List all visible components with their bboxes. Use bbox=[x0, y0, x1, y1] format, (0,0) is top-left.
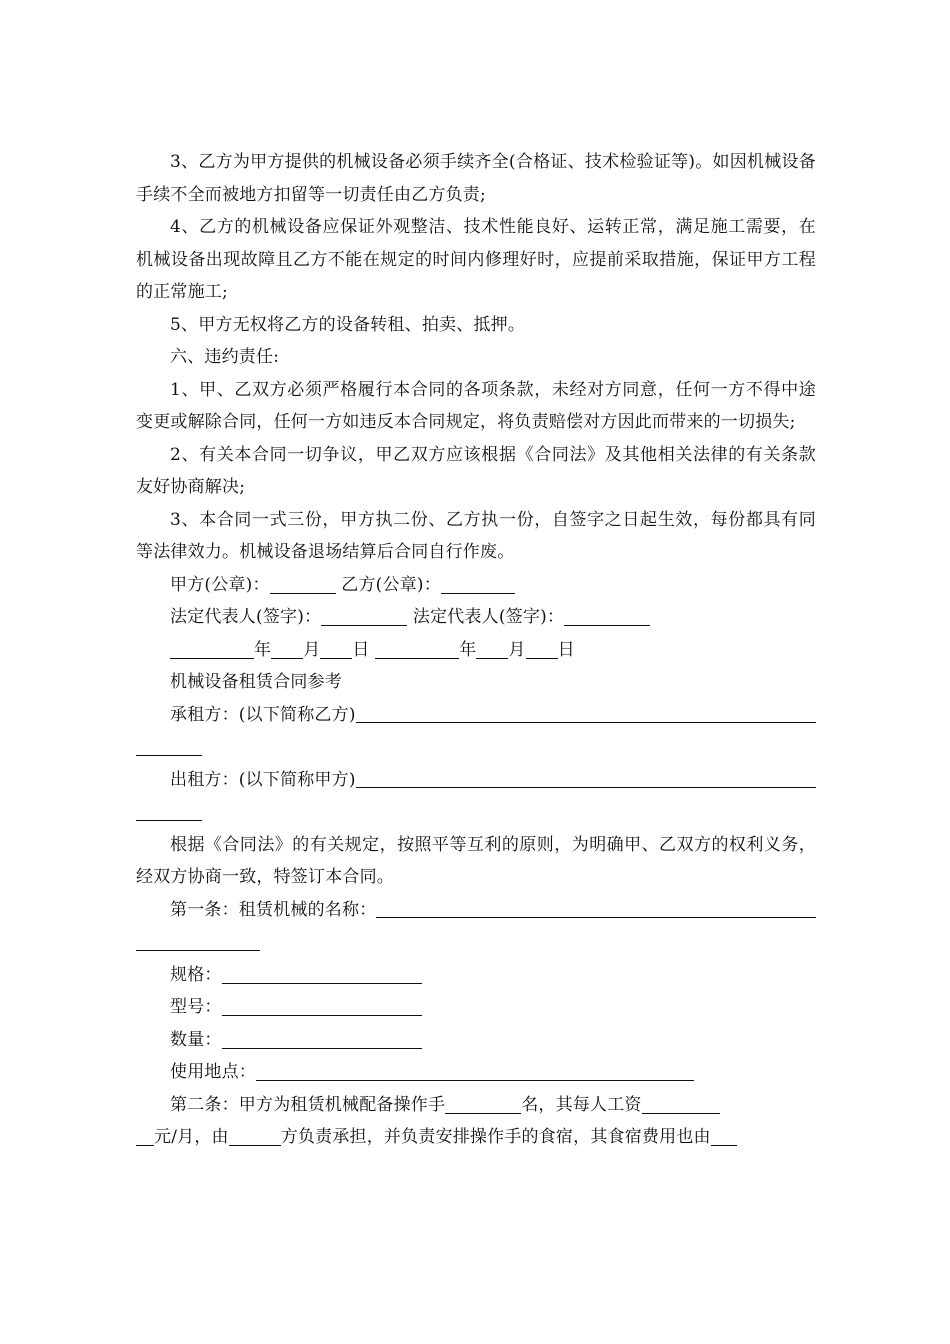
wage-blank[interactable] bbox=[642, 1096, 720, 1114]
lessee-row bbox=[136, 699, 816, 732]
document-body bbox=[136, 146, 816, 1154]
machine-name-blank[interactable] bbox=[376, 917, 816, 918]
representative-line bbox=[136, 601, 816, 634]
quantity-row bbox=[136, 1024, 816, 1057]
clause-4-equipment-condition: 4、乙方的机械设备应保证外观整洁、技术性能良好、运转正常，满足施工需要，在机械设备出现故障且乙方不能在规定的时间内修理好时，应提前采取措施，保证甲方工程的正常施工; bbox=[136, 217, 816, 302]
operator-count-blank[interactable] bbox=[445, 1096, 521, 1114]
model-row bbox=[136, 991, 816, 1024]
section-6-heading: 六、违约责任: bbox=[170, 347, 280, 367]
reference-title: 机械设备租赁合同参考 bbox=[170, 672, 342, 692]
party-a-rep-blank[interactable] bbox=[321, 608, 407, 626]
party-a-month-blank[interactable] bbox=[271, 641, 303, 659]
spec-blank[interactable] bbox=[222, 966, 422, 984]
site-blank[interactable] bbox=[256, 1063, 694, 1081]
seal-line bbox=[136, 569, 816, 602]
lessor-label: 出租方：(以下简称甲方) bbox=[170, 769, 356, 790]
day-label: 日 bbox=[557, 639, 575, 660]
board-payer-blank[interactable] bbox=[711, 1128, 737, 1146]
party-b-year-blank[interactable] bbox=[375, 641, 459, 659]
party-a-day-blank[interactable] bbox=[320, 641, 352, 659]
article-1-row bbox=[136, 894, 816, 927]
model-label: 型号： bbox=[170, 997, 222, 1017]
article-2-line-2 bbox=[136, 1121, 816, 1154]
article-2-text-b: 名，其每人工资 bbox=[521, 1094, 642, 1115]
quantity-label: 数量： bbox=[170, 1029, 222, 1050]
party-b-rep-label: 法定代表人(签字)： bbox=[412, 607, 565, 627]
year-label: 年 bbox=[254, 639, 272, 660]
lessee-blank-continued bbox=[136, 731, 816, 764]
month-label: 月 bbox=[508, 639, 526, 660]
wage-payer-blank[interactable] bbox=[229, 1128, 281, 1146]
breach-clause-2: 2、有关本合同一切争议，甲乙双方应该根据《合同法》及其他相关法律的有关条款友好协商解决; bbox=[136, 444, 816, 497]
model-blank[interactable] bbox=[222, 998, 422, 1016]
party-b-seal-label: 乙方(公章)： bbox=[341, 574, 441, 595]
party-b-month-blank[interactable] bbox=[476, 641, 508, 659]
article-2-line-1 bbox=[136, 1089, 816, 1122]
year-label: 年 bbox=[459, 639, 477, 660]
machine-name-blank-continued bbox=[136, 926, 816, 959]
article-2-text-a: 第二条：甲方为租赁机械配备操作手 bbox=[170, 1094, 446, 1115]
spec-row bbox=[136, 959, 816, 992]
party-b-seal-blank[interactable] bbox=[441, 576, 515, 594]
site-label: 使用地点： bbox=[170, 1062, 256, 1082]
lessor-blank-continued bbox=[136, 796, 816, 829]
month-label: 月 bbox=[303, 639, 321, 660]
clause-3-equipment-papers: 3、乙方为甲方提供的机械设备必须手续齐全(合格证、技术检验证等)。如因机械设备手续不全而被地方扣留等一切责任由乙方负责; bbox=[136, 152, 816, 205]
party-a-seal-blank[interactable] bbox=[270, 576, 336, 594]
article-2-text-d: 方负责承担，并负责安排操作手的食宿，其食宿费用也由 bbox=[280, 1127, 711, 1147]
breach-clause-1: 1、甲、乙双方必须严格履行本合同的各项条款，未经对方同意，任何一方不得中途变更或解除合同，任何一方如违反本合同规定，将负责赔偿对方因此而带来的一切损失; bbox=[136, 379, 816, 432]
party-a-seal-label: 甲方(公章)： bbox=[170, 574, 270, 595]
wage-blank-continued[interactable] bbox=[136, 1128, 154, 1146]
party-a-year-blank[interactable] bbox=[170, 641, 254, 659]
contract-intro: 根据《合同法》的有关规定，按照平等互利的原则，为明确甲、乙双方的权利义务，经双方协商一致，特签订本合同。 bbox=[136, 834, 816, 887]
spec-label: 规格： bbox=[170, 964, 222, 985]
lessee-label: 承租方：(以下简称乙方) bbox=[170, 704, 356, 725]
article-2-text-c: 元/月，由 bbox=[154, 1127, 229, 1147]
date-line bbox=[136, 634, 816, 667]
lessor-blank[interactable] bbox=[356, 787, 816, 788]
party-b-day-blank[interactable] bbox=[526, 641, 558, 659]
party-b-rep-blank[interactable] bbox=[564, 608, 650, 626]
clause-5-no-sublease: 5、甲方无权将乙方的设备转租、拍卖、抵押。 bbox=[170, 314, 526, 335]
lessor-row bbox=[136, 764, 816, 797]
lessee-blank[interactable] bbox=[356, 722, 816, 723]
article-1-label: 第一条：租赁机械的名称： bbox=[170, 899, 377, 920]
day-label: 日 bbox=[352, 639, 370, 660]
quantity-blank[interactable] bbox=[222, 1031, 422, 1049]
party-a-rep-label: 法定代表人(签字)： bbox=[170, 607, 322, 627]
breach-clause-3: 3、本合同一式三份，甲方执二份、乙方执一份，自签字之日起生效，每份都具有同等法律效力。机械设备退场结算后合同自行作废。 bbox=[136, 509, 816, 562]
site-row bbox=[136, 1056, 816, 1089]
